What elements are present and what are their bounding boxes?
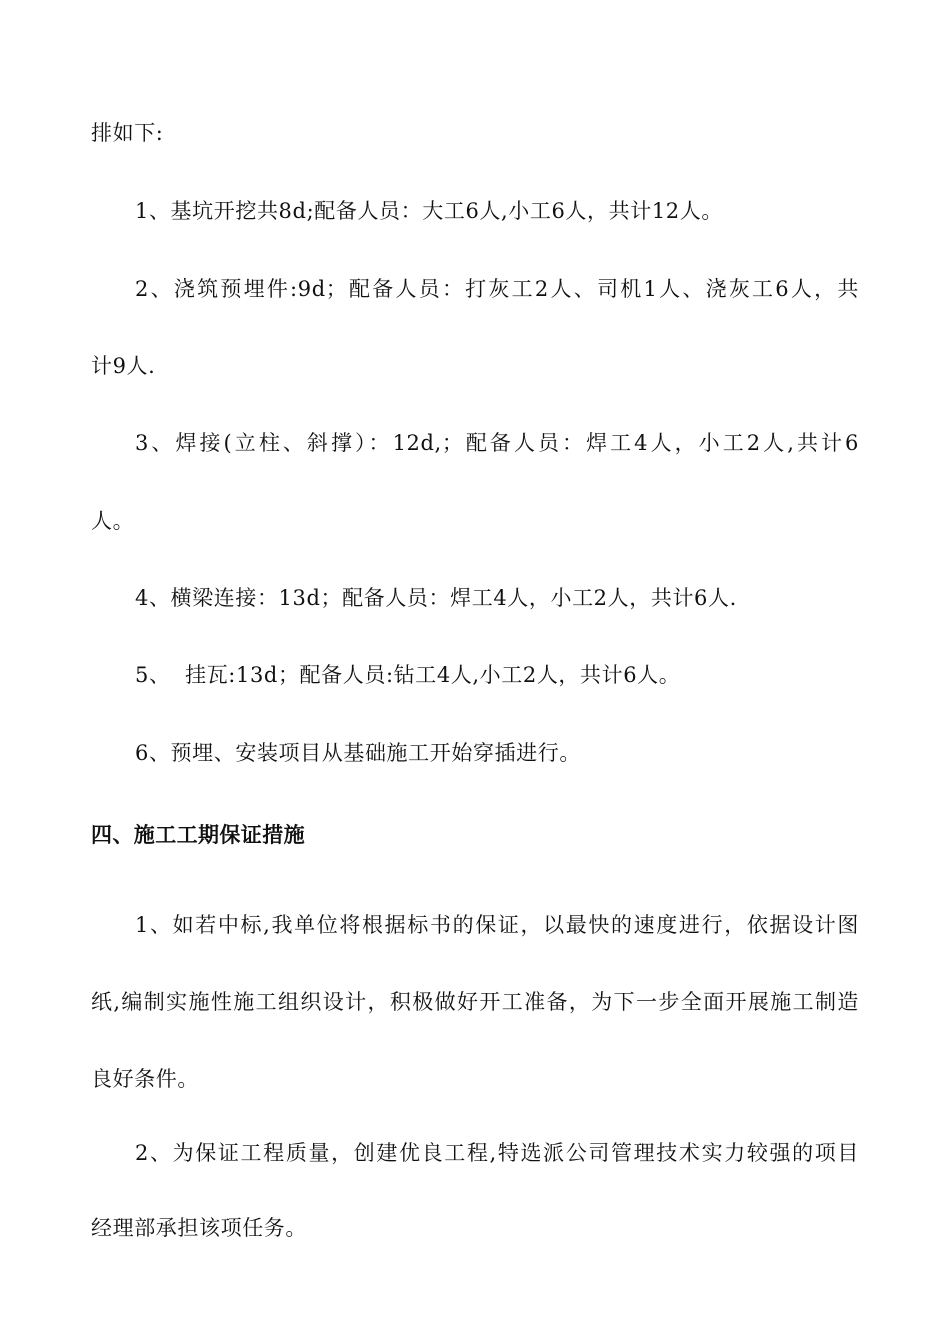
measure-1-end: 良好条件。: [91, 1067, 199, 1091]
measure-1-continued: 纸,编制实施性施工组织设计，积极做好开工准备，为下一步全面开展施工制造: [91, 990, 859, 1014]
section-heading: 四、施工工期保证措施: [91, 823, 305, 847]
measure-2: 2、为保证工程质量，创建优良工程,特选派公司管理技术实力较强的项目: [135, 1141, 859, 1165]
schedule-item-3: 3、焊接(立柱、斜撑）：12d,；配备人员：焊工4人，小工2人,共计6: [135, 431, 859, 455]
measure-1: 1、如若中标,我单位将根据标书的保证，以最快的速度进行，依据设计图: [135, 913, 859, 937]
schedule-item-2: 2、浇筑预埋件:9d；配备人员：打灰工2人、司机1人、浇灰工6人，共: [135, 277, 859, 301]
schedule-item-1: 1、基坑开挖共8d;配备人员：大工6人,小工6人，共计12人。: [135, 199, 723, 223]
schedule-item-6: 6、预埋、安装项目从基础施工开始穿插进行。: [135, 741, 581, 765]
schedule-item-5: 5、 挂瓦:13d；配备人员:钻工4人,小工2人，共计6人。: [135, 663, 681, 687]
schedule-item-2-continued: 计9人.: [91, 354, 156, 378]
measure-2-continued: 经理部承担该项任务。: [91, 1216, 307, 1240]
intro-text: 排如下:: [91, 121, 164, 145]
schedule-item-3-continued: 人。: [91, 509, 135, 533]
schedule-item-4: 4、横梁连接：13d；配备人员：焊工4人，小工2人，共计6人.: [135, 586, 737, 610]
